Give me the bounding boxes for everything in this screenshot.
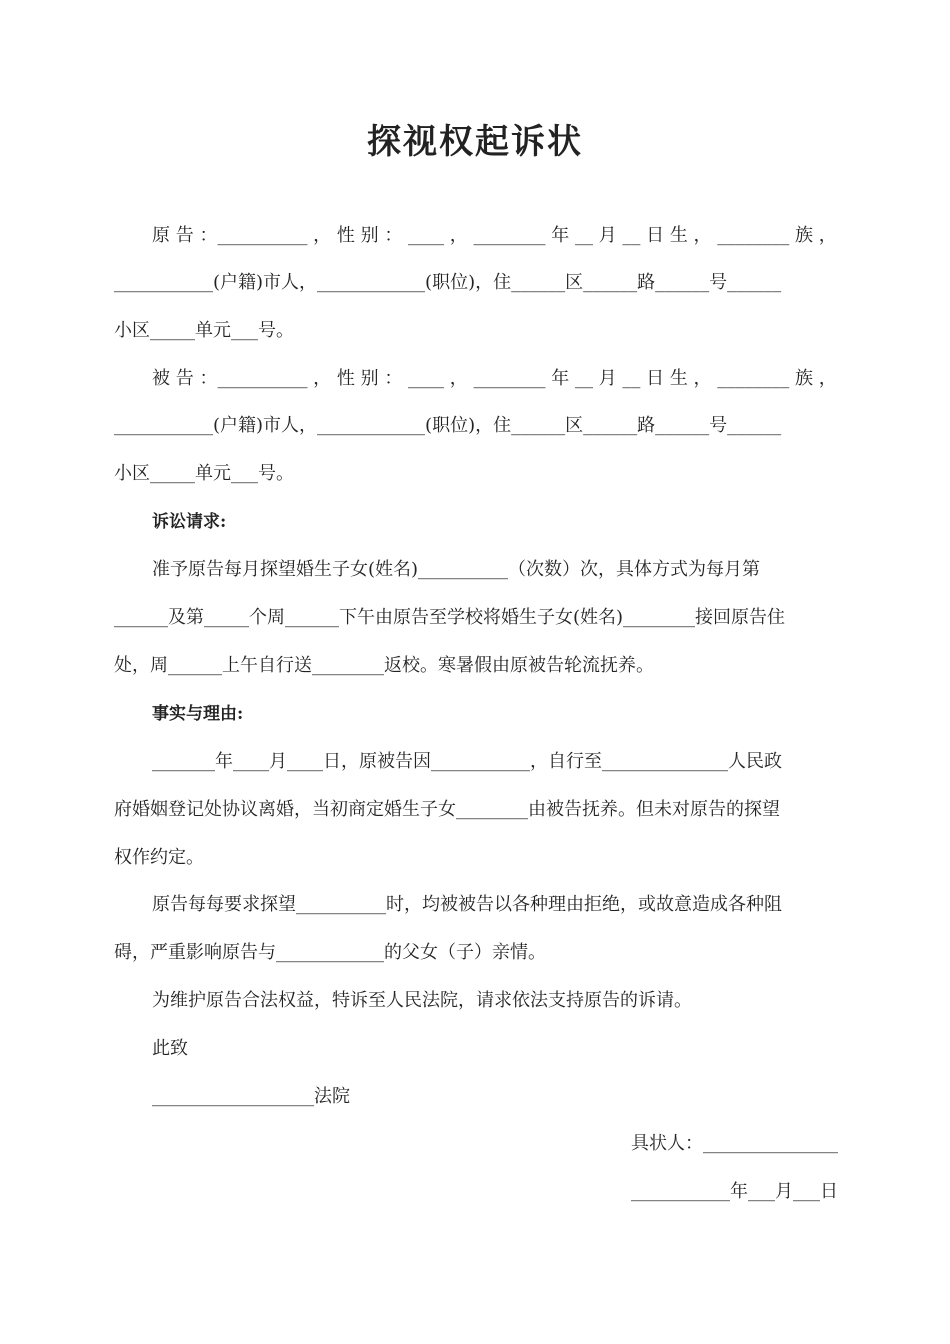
document-title: 探视权起诉状 bbox=[367, 122, 583, 162]
claims-line-1: 准予原告每月探望婚生子女(姓名)__________（次数）次，具体方式为每月第 bbox=[152, 559, 761, 580]
facts-heading: 事实与理由: bbox=[152, 704, 244, 724]
plaintiff-line-3: 小区_____单元___号。 bbox=[114, 320, 294, 341]
plaintiff-line-1: 原 告 ：__________ ， 性 别 ： ____ ， ________ 年 __ 月 __ 日 生 ， ________ 族 ， bbox=[152, 225, 837, 246]
facts-line-5: 碍，严重影响原告与____________的父女（子）亲情。 bbox=[114, 942, 546, 963]
defendant-line-1: 被 告 ：__________ ， 性 别 ： ____ ， ________ 年 __ 月 __ 日 生 ， ________ 族 ， bbox=[152, 368, 837, 389]
facts-line-1: _______年____月____日，原被告因___________，自行至______________人民政 bbox=[152, 751, 782, 772]
claims-line-2: ______及第_____个周______下午由原告至学校将婚生子女(姓名)________接回原告住 bbox=[114, 607, 786, 628]
facts-line-2: 府婚姻登记处协议离婚，当初商定婚生子女________由被告抚养。但未对原告的探望 bbox=[114, 799, 780, 820]
defendant-line-3: 小区_____单元___号。 bbox=[114, 463, 294, 484]
closing-signer: 具状人：_______________ bbox=[631, 1133, 838, 1154]
facts-line-4: 原告每每要求探望__________时，均被被告以各种理由拒绝，或故意造成各种阻 bbox=[152, 894, 782, 915]
closing-court: __________________法院 bbox=[152, 1086, 350, 1107]
plaintiff-line-2: ___________(户籍)市人，____________(职位)，住______区______路______号______ bbox=[114, 272, 782, 293]
facts-line-3: 权作约定。 bbox=[114, 847, 204, 868]
facts-line-6: 为维护原告合法权益，特诉至人民法院，请求依法支持原告的诉请。 bbox=[152, 990, 692, 1011]
claims-heading: 诉讼请求: bbox=[152, 512, 227, 532]
closing-greeting: 此致 bbox=[152, 1038, 188, 1059]
closing-date: ___________年___月___日 bbox=[631, 1181, 838, 1202]
defendant-line-2: ___________(户籍)市人，____________(职位)，住______区______路______号______ bbox=[114, 415, 782, 436]
claims-line-3: 处，周______上午自行送________返校。寒暑假由原被告轮流抚养。 bbox=[114, 655, 654, 676]
